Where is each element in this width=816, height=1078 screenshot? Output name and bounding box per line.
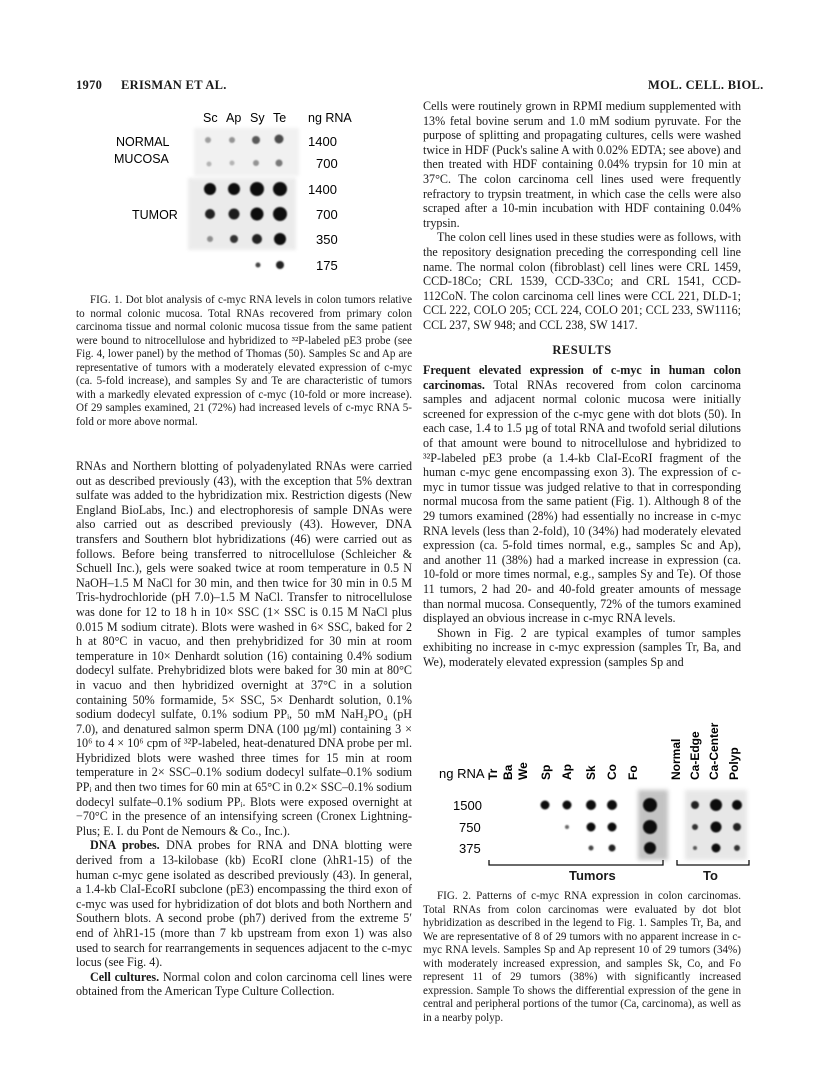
- fig1-dot: [253, 160, 259, 166]
- fig1-dot: [256, 263, 261, 268]
- fig2-col-tr: Tr: [486, 768, 500, 780]
- fig1-dot: [273, 182, 287, 196]
- fig2-col-ca-edge: Ca-Edge: [688, 731, 702, 780]
- fig1-label-tumor: TUMOR: [132, 208, 178, 222]
- fig1-amount-6: 175: [316, 258, 338, 273]
- fig2-intro-paragraph: Shown in Fig. 2 are typical examples of tumor samples exhibiting no increase in c-myc expression (samples Tr, Ba, and We), moderately elevated expression (samples Sp and: [423, 625, 741, 669]
- fig2-dot: [733, 823, 741, 831]
- fig1-dot: [228, 183, 240, 195]
- right-column-text: [423, 99, 741, 670]
- fig2-amount-3: 375: [459, 841, 481, 856]
- fig2-col-sk: Sk: [584, 765, 598, 780]
- figure1-dot-blot: [76, 100, 396, 285]
- fig1-amount-1: 1400: [308, 134, 337, 149]
- figure2-dot-blot: [423, 700, 753, 875]
- fig1-dot: [204, 183, 216, 195]
- fig2-dot: [643, 820, 657, 834]
- fig1-label-mucosa: MUCOSA: [114, 152, 169, 166]
- fig2-dot: [589, 846, 594, 851]
- fig1-amount-2: 700: [316, 156, 338, 171]
- fig1-dot: [230, 235, 238, 243]
- fig1-dot: [252, 136, 260, 144]
- fig1-col-ap: Ap: [226, 111, 242, 125]
- methods-paragraph: RNAs and Northern blotting of polyadenylated RNAs were carried out as described previously (43), with the exception that 5% dextran sulfate was added to the hybridization mix. Restriction digests (New England BioLabs, Inc.) and electrophoresis of sample DNAs were also carried out as described previously (43). However, DNA transfers and Southern blot hybridizations (46) were carried out as follows. Before being transferred to nitrocellulose (Schleicher & Schuell Inc.), gels were soaked twice at room temperature in 0.5 N NaOH–1.5 M NaCl for 30 min, and then twice for 30 min in 0.5 M Tris-hydrochloride (pH 7.0)–1.5 M NaCl. Transfer to nitrocellulose was done for 12 to 18 h in 10× SSC (1× SSC is 0.15 M NaCl plus 0.015 M sodium citrate). Blots were washed in 6× SSC, baked for 2 h at 80°C in vacuo, and then prehybridized for 30 min at room temperature in 10× Denhardt solution (16) containing 0.4% sodium dodecyl sulfate. Prehybridized blots were baked for 30 min at 80°C in vacuo and then hybridized overnight at 37°C in a solution containing 50% formamide, 5× SSC, 5× Denhardt solution, 0.1% sodium dodecyl sulfate, 0.1% sodium PPᵢ, 50 mM NaH₂PO₄ (pH 7.0), and denatured salmon sperm DNA (100 µg/ml) containing 3 × 10⁶ to 4 × 10⁶ cpm of ³²P-labeled, heat-denatured DNA probe per ml. Hybridized blots were washed three times for 15 min at room temperature in 2× SSC–0.1% sodium dodecyl sulfate–0.1% sodium PPᵢ and then two times for 60 min at 65°C in 0.2× SSC–0.1% sodium dodecyl sulfate–0.1% sodium PPᵢ. Blots were exposed overnight at −70°C in the presence of an intensifying screen (Cronex Lightning-Plus; E. I. du Pont de Nemours & Co., Inc.).: [76, 459, 412, 838]
- fig2-dot: [607, 800, 617, 810]
- fig1-dot: [229, 137, 235, 143]
- fig1-dot: [205, 209, 215, 219]
- fig2-dot: [563, 801, 572, 810]
- fig2-col-fo: Fo: [626, 765, 640, 780]
- fig1-dot: [207, 162, 212, 167]
- fig2-group-to: To: [703, 868, 718, 883]
- fig2-dot: [693, 846, 697, 850]
- fig1-dot: [252, 234, 262, 244]
- fig2-dot: [734, 845, 740, 851]
- dna-probes-paragraph: DNA probes. DNA probes for RNA and DNA blotting were derived from a 13-kilobase (kb) EcoRI clone (λhR1-15) of the human c-myc gene isolated as described previously (43). In general, a 1.4-kb ClaI-EcoRI subclone (pE3) encompassing the third exon of c-myc was used for hybridization of dot blots and both Northern and Southern blots. A second probe (ph7) derived from the extreme 5′ end of λhR1-15 (more than 7 kb upstream from exon 1) was also used to search for rearrangements in sequences adjacent to the c-myc locus (see Fig. 4).: [76, 838, 413, 970]
- fig2-dot: [691, 801, 699, 809]
- fig1-dot: [275, 135, 284, 144]
- running-authors: ERISMAN ET AL.: [121, 78, 227, 92]
- fig2-dot: [587, 823, 596, 832]
- fig1-amount-3: 1400: [308, 182, 337, 197]
- fig1-dot: [230, 161, 235, 166]
- fig2-dot: [692, 824, 698, 830]
- fig1-label-normal: NORMAL: [116, 135, 170, 149]
- left-column-text: [76, 459, 412, 999]
- fig1-amount-5: 350: [316, 232, 338, 247]
- running-journal: MOL. CELL. BIOL.: [648, 78, 764, 92]
- fig2-col-we: We: [516, 762, 530, 780]
- fig1-dot: [276, 261, 284, 269]
- fig2-dot: [608, 823, 617, 832]
- fig2-col-normal: Normal: [669, 738, 683, 780]
- fig2-dot: [711, 822, 722, 833]
- fig1-dot: [276, 160, 283, 167]
- fig1-ng-label: ng RNA: [308, 111, 352, 125]
- fig1-dot: [207, 236, 213, 242]
- culture-paragraph: Cells were routinely grown in RPMI medium supplemented with 13% fetal bovine serum and 1.0 mM sodium pyruvate. For the purpose of splitting and propagating cultures, cells were washed twice in HDF (Puck's saline A with 0.02% EDTA; see above) and then treated with HDF containing 0.04% trypsin for 10 min at 37°C. The colon carcinoma cell lines used were frequently refractory to trypsin treatment, in which case the cells were also scraped after a 10-min incubation with HDF containing 0.04% trypsin.: [423, 99, 741, 230]
- figure2-caption: FIG. 2. Patterns of c-myc RNA expression in colon carcinomas. Total RNAs from colon carcinomas were evaluated by dot blot hybridization as described in the legend to Fig. 1. Samples Tr, Ba, and We are representative of 8 of 29 tumors with no apparent increase in c-myc RNA levels. Samples Sp and Ap represent 10 of 29 tumors (34%) with moderately increased expression, and samples Sk, Co, and Fo represent 11 of 29 tumors (38%) with significantly increased expression. Sample To shows the differential expression of the gene in central and peripheral portions of the tumor (Ca, carcinoma), as well as in a nearby polyp.: [423, 890, 741, 1024]
- results-paragraph: Frequent elevated expression of c-myc in human colon carcinomas. Total RNAs recovered from colon carcinoma samples and adjacent normal colonic mucosa were initially screened for expression of the c-myc gene with dot blots (50). In each case, 1.4 to 1.5 µg of total RNA and twofold serial dilutions of that amount were bound to nitrocellulose and hybridized to ³²P-labeled pE3 probe (a 1.4-kb ClaI-EcoRI fragment of the human c-myc gene encompassing exon 3). The expression of c-myc in tumor tissue was judged relative to that in corresponding normal mucosa from the same patient (Fig. 1). Although 8 of the 29 tumors examined (28%) had essentially no increase in c-myc RNA levels (less than 2-fold), 10 (34%) had moderately elevated expression (ca. 5-fold times normal, e.g., samples Sc and Ap), and another 11 (38%) had a marked increase in expression (ca. 10-fold or more times normal, e.g., samples Sy and Te). Of those 11 tumors, 2 had 20- and 40-fold greater amounts of message than normal mucosa. Consequently, 72% of the tumors examined displayed an obvious increase in c-myc RNA levels.: [423, 363, 742, 626]
- fig2-col-ap: Ap: [560, 764, 574, 780]
- fig1-dot: [250, 182, 264, 196]
- fig2-col-ba: Ba: [501, 764, 515, 780]
- fig2-group-tumors: Tumors: [569, 868, 616, 883]
- fig2-tumors-bracket: [489, 860, 663, 865]
- page-number: 1970: [76, 78, 103, 92]
- fig1-amount-4: 700: [316, 207, 338, 222]
- fig2-dot: [712, 844, 721, 853]
- fig2-dot: [565, 825, 569, 829]
- fig1-dot: [273, 207, 287, 221]
- fig1-dot: [274, 233, 286, 245]
- fig1-col-sy: Sy: [250, 111, 265, 125]
- results-heading: RESULTS: [552, 342, 612, 357]
- fig2-amount-2: 750: [459, 820, 481, 835]
- cell-cultures-paragraph: Cell cultures. Normal colon and colon carcinoma cell lines were obtained from the American Type Culture Collection.: [76, 969, 412, 999]
- fig2-ng-label: ng RNA: [439, 766, 485, 781]
- fig1-col-te: Te: [273, 111, 287, 125]
- fig2-dot: [586, 800, 596, 810]
- fig2-dot: [609, 845, 616, 852]
- fig2-col-co: Co: [605, 764, 619, 780]
- fig2-dot: [710, 799, 722, 811]
- fig2-col-polyp: Polyp: [727, 747, 741, 780]
- fig2-amount-1: 1500: [453, 798, 482, 813]
- fig2-col-sp: Sp: [539, 764, 553, 780]
- figure1-caption: FIG. 1. Dot blot analysis of c-myc RNA levels in colon tumors relative to normal colonic mucosa. Total RNAs recovered from primary colon carcinoma tissue and normal colonic mucosa tissue from the same patient were bound to nitrocellulose and hybridized to ³²P-labeled pE3 probe (see Fig. 4, lower panel) by the method of Thomas (50). Samples Sc and Ap are representative of tumors with a moderately elevated expression of c-myc (ca. 5-fold increase), and samples Sy and Te are characteristic of tumors with a markedly elevated expression of c-myc (10-fold or more increase). Of 29 samples examined, 21 (72%) had increased levels of c-myc RNA 5-fold or more above normal.: [76, 294, 412, 428]
- fig2-dot: [541, 801, 550, 810]
- fig1-dot: [205, 137, 211, 143]
- fig1-col-sc: Sc: [203, 111, 218, 125]
- cell-lines-paragraph: The colon cell lines used in these studies were as follows, with the repository designation preceding the corresponding cell line name. The normal colon (fibroblast) cell lines were CRL 1459, CCD-18Co; CRL 1539, CCD-33Co; and CRL 1541, CCD-112CoN. The colon carcinoma cell lines were CCL 221, DLD-1; CCL 222, COLO 205; CCL 224, COLO 201; CCL 233, SW1116; CCL 237, SW 948; and CCL 238, SW 1417.: [423, 230, 741, 332]
- fig2-dot: [643, 798, 657, 812]
- fig2-dot: [732, 800, 742, 810]
- fig2-to-bracket: [677, 860, 749, 865]
- fig2-col-ca-center: Ca-Center: [707, 722, 721, 780]
- fig1-dot: [251, 208, 264, 221]
- fig1-dot: [229, 209, 240, 220]
- fig2-dot: [644, 842, 656, 854]
